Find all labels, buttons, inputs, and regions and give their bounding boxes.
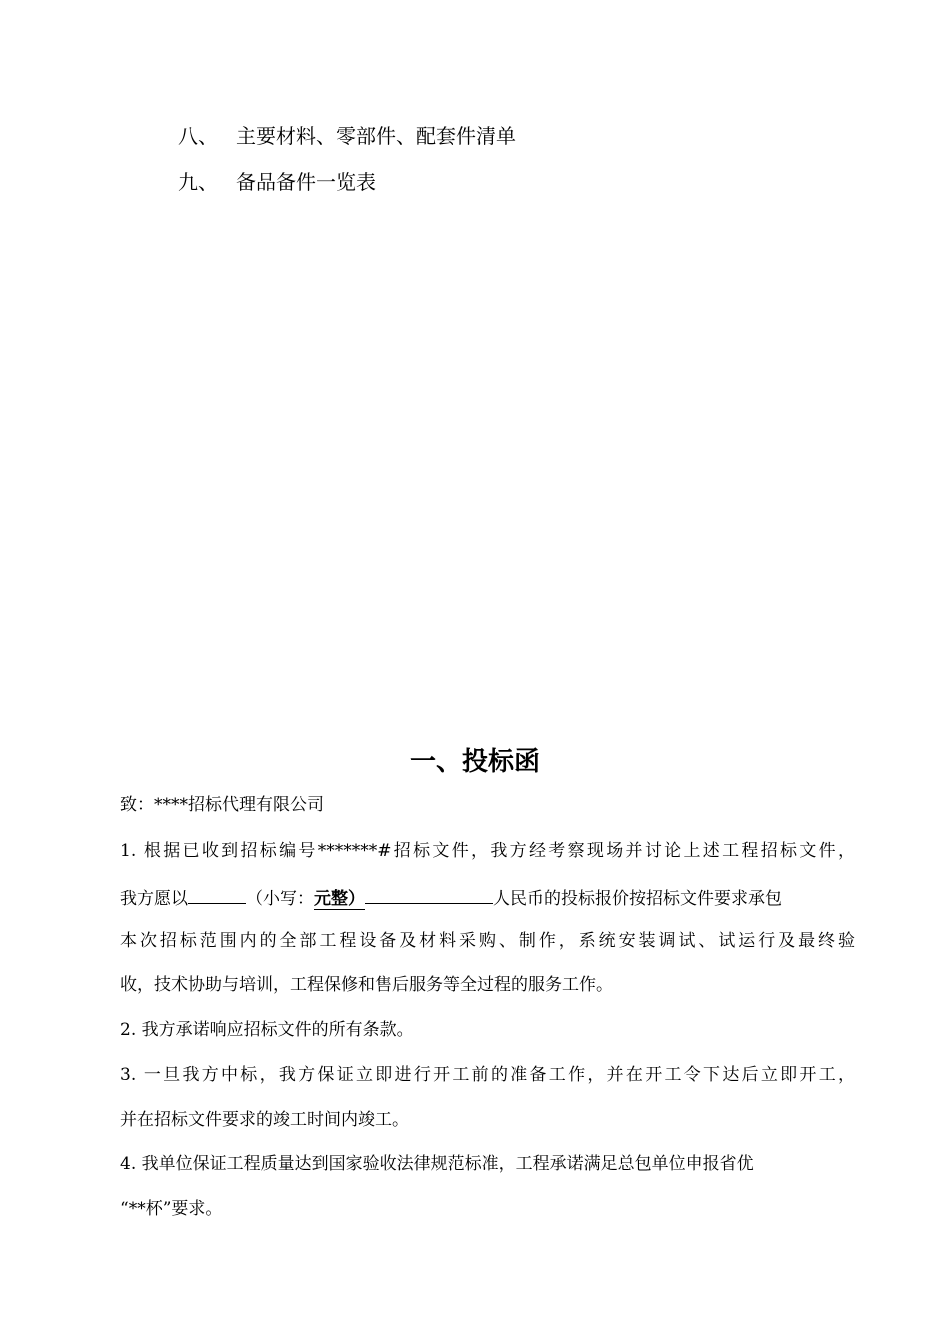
salutation: 致：****招标代理有限公司: [120, 795, 324, 815]
toc-text: 备品备件一览表: [236, 170, 376, 194]
paragraph-1-line-1: 1. 根据已收到招标编号*******#招标文件，我方经考察现场并讨论上述工程招标文件，: [120, 841, 855, 861]
yuan-label: 元整）: [314, 889, 365, 909]
toc-text: 主要材料、零部件、配套件清单: [236, 124, 516, 148]
paragraph-1-line-4: 收，技术协助与培训，工程保修和售后服务等全过程的服务工作。: [120, 975, 613, 995]
bid-suffix: 人民币的投标报价按招标文件要求承包: [493, 889, 782, 909]
paragraph-3-line-2: 并在招标文件要求的竣工时间内竣工。: [120, 1110, 409, 1130]
paragraph-2: 2. 我方承诺响应招标文件的所有条款。: [120, 1020, 414, 1040]
lowercase-label: （小写：: [246, 889, 314, 909]
amount-blank[interactable]: [365, 885, 493, 904]
toc-item-9: [178, 170, 376, 194]
paragraph-4-line-2: “**杯”要求。: [120, 1199, 223, 1219]
paragraph-3-line-1: 3. 一旦我方中标，我方保证立即进行开工前的准备工作，并在开工令下达后立即开工，: [120, 1065, 855, 1085]
paragraph-1-line-3: 本次招标范围内的全部工程设备及材料采购、制作，系统安装调试、试运行及最终验: [120, 931, 855, 951]
paragraph-4-line-1: 4. 我单位保证工程质量达到国家验收法律规范标准，工程承诺满足总包单位申报省优: [120, 1154, 754, 1174]
toc-number: 八、: [178, 124, 218, 148]
toc-number: 九、: [178, 170, 218, 194]
toc-item-8: [178, 124, 516, 148]
bid-amount-blank[interactable]: [188, 885, 246, 904]
paragraph-1-line-2: [120, 885, 782, 910]
bid-prefix: 我方愿以: [120, 889, 188, 909]
letter-title: 一、投标函: [409, 747, 540, 777]
